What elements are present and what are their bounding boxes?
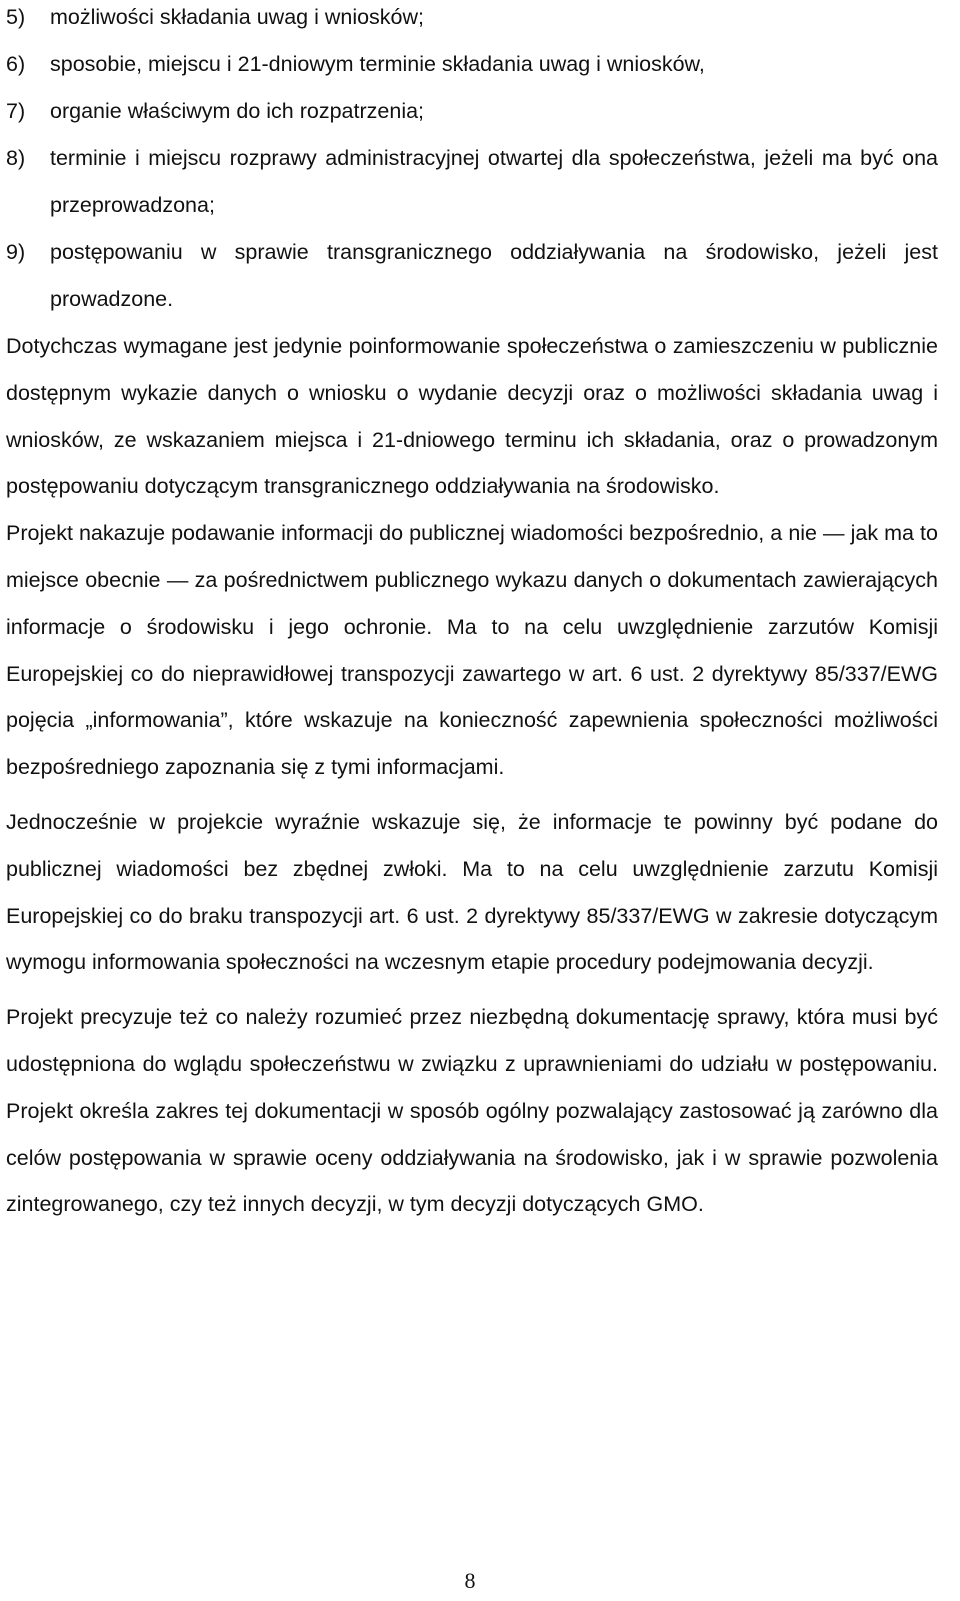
page-number: 8: [464, 1568, 476, 1593]
list-item-text: terminie i miejscu rozprawy administracyjnej otwartej dla społeczeństwa, jeżeli ma być ona przeprowadzona;: [50, 146, 938, 217]
list-item-number: 7): [6, 99, 26, 123]
list-item-text: możliwości składania uwag i wniosków;: [50, 5, 425, 29]
body-paragraph: Projekt nakazuje podawanie informacji do publicznej wiadomości bezpośrednio, a nie — jak ma to miejsce obecnie — za pośrednictwem publicznego wykazu danych o dokumentach zawierających informacje o środowisku i jego ochronie. Ma to na celu uwzględnienie zarzutów Komisji Europejskiej co do nieprawidłowej transpozycji zawartego w art. 6 ust. 2 dyrektywy 85/337/EWG pojęcia „informowania”, które wskazuje na konieczność zapewnienia społeczności możliwości bezpośredniego zapoznania się z tymi informacjami.: [6, 521, 938, 780]
list-item-text: postępowaniu w sprawie transgranicznego oddziaływania na środowisko, jeżeli jest prowadzone.: [50, 240, 938, 311]
numbered-list: [6, 0, 938, 323]
list-item: [6, 41, 938, 88]
list-item-text: sposobie, miejscu i 21-dniowym terminie składania uwag i wniosków,: [50, 52, 705, 76]
list-item-number: 8): [6, 146, 26, 170]
body-paragraph: Jednocześnie w projekcie wyraźnie wskazuje się, że informacje te powinny być podane do publicznej wiadomości bez zbędnej zwłoki. Ma to na celu uwzględnienie zarzutu Komisji Europejskiej co do braku transpozycji art. 6 ust. 2 dyrektywy 85/337/EWG w zakresie dotyczącym wymogu informowania społeczności na wczesnym etapie procedury podejmowania decyzji.: [6, 809, 938, 975]
list-item-number: 9): [6, 240, 26, 264]
list-item-text: organie właściwym do ich rozpatrzenia;: [50, 99, 425, 123]
body-paragraph: Dotychczas wymagane jest jedynie poinformowanie społeczeństwa o zamieszczeniu w publicznie dostępnym wykazie danych o wniosku o wydanie decyzji oraz o możliwości składania uwag i wniosków, ze wskazaniem miejsca i 21-dniowego terminu ich składania, oraz o prowadzonym postępowaniu dotyczącym transgranicznego oddziaływania na środowisko.: [6, 334, 938, 499]
body-paragraph: Projekt precyzuje też co należy rozumieć przez niezbędną dokumentację sprawy, która musi być udostępniona do wglądu społeczeństwu w związku z uprawnieniami do udziału w postępowaniu. Projekt określa zakres tej dokumentacji w sposób ogólny pozwalający zastosować ją zarówno dla celów postępowania w sprawie oceny oddziaływania na środowisko, jak i w sprawie pozwolenia zintegrowanego, czy też innych decyzji, w tym decyzji dotyczących GMO.: [6, 1005, 938, 1217]
list-item: [6, 88, 938, 135]
list-item-number: 5): [6, 5, 26, 29]
list-item: [6, 229, 938, 323]
list-item: [6, 135, 938, 229]
document-page: [6, 0, 938, 1228]
list-item: [6, 0, 938, 41]
list-item-number: 6): [6, 52, 26, 76]
